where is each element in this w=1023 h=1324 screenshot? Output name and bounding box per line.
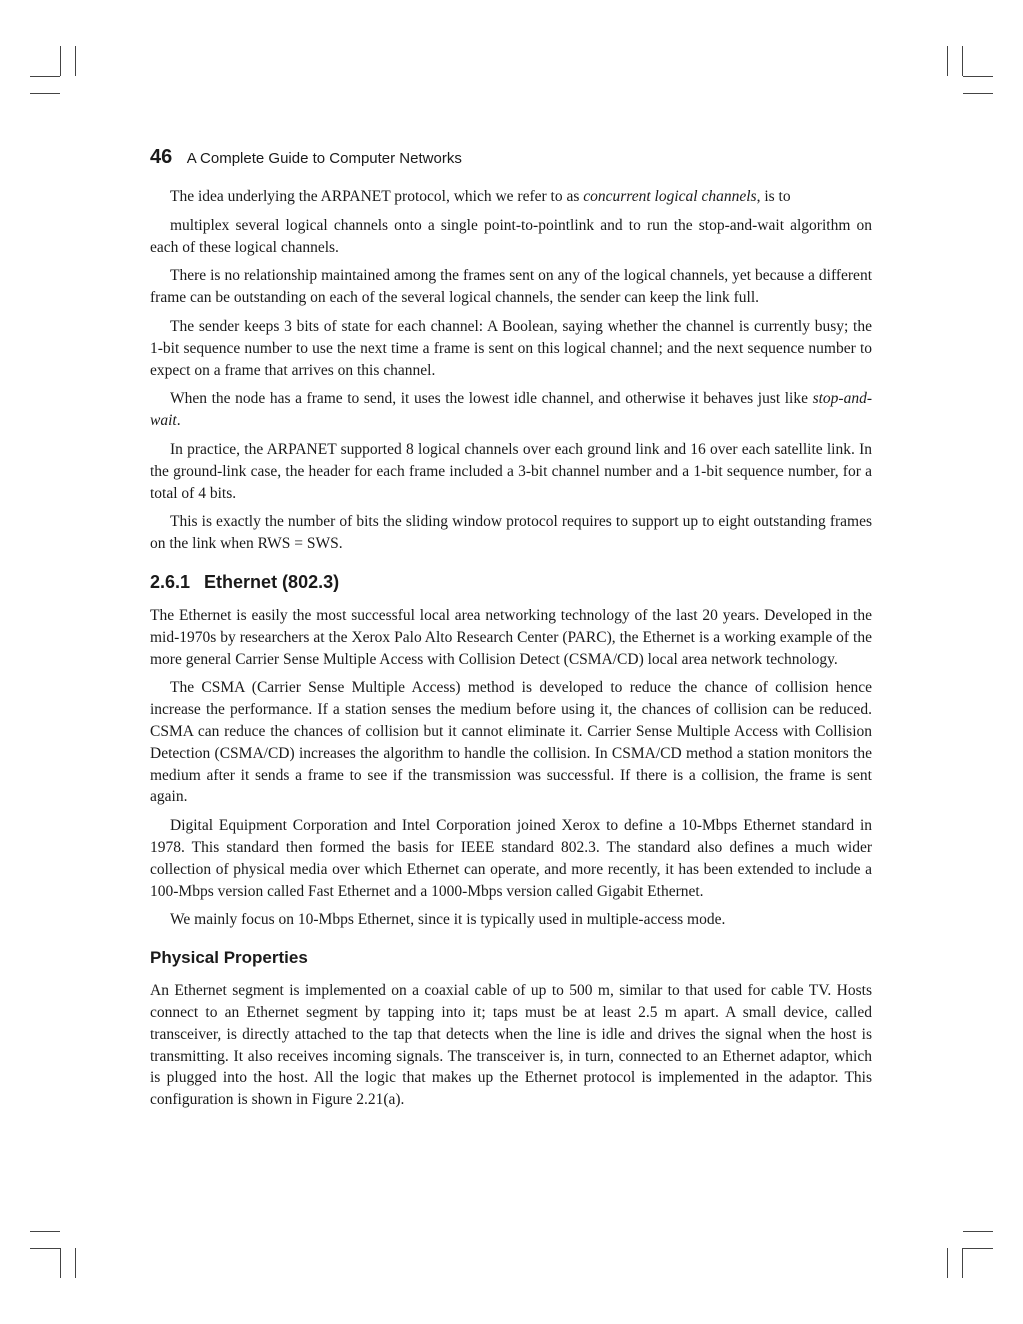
subsection-heading: Physical Properties [150, 948, 308, 968]
paragraph: When the node has a frame to send, it uses the lowest idle channel, and otherwise it behaves just like stop-and-wait. [150, 390, 872, 430]
crop-mark [30, 1248, 60, 1249]
crop-mark [963, 76, 993, 77]
page-body [150, 186, 872, 1118]
emphasis: stop-and-wait [150, 390, 872, 430]
section-heading [150, 572, 872, 593]
paragraph-continuation: multiplex several logical channels onto a single point-to-pointlink and to run the stop-and-wait algorithm on each of these logical channels. [150, 216, 872, 256]
paragraph: We mainly focus on 10-Mbps Ethernet, since it is typically used in multiple-access mode. [170, 911, 726, 929]
crop-mark [75, 46, 76, 76]
crop-mark [963, 1231, 993, 1232]
crop-mark [60, 46, 61, 76]
emphasis: concurrent logical channels [583, 188, 757, 205]
page-number: 46 [150, 146, 173, 168]
crop-mark [947, 1248, 948, 1278]
paragraph: In practice, the ARPANET supported 8 logical channels over each ground link and 16 over each satellite link. In the ground-link case, the header for each frame included a 3-bit channel number and a 1-bit sequence number, for a total of 4 bits. [150, 440, 872, 502]
crop-mark [30, 76, 60, 77]
crop-mark [963, 93, 993, 94]
section-number: 2.6.1 [150, 571, 191, 592]
paragraph: There is no relationship maintained among the frames sent on any of the logical channels, yet because a different frame can be outstanding on each of the several logical channels, the sender can keep the link full. [150, 267, 872, 307]
crop-mark [947, 46, 948, 76]
crop-mark [962, 1248, 963, 1278]
crop-mark [962, 46, 963, 76]
section-title: Ethernet (802.3) [204, 571, 340, 592]
crop-mark [30, 1231, 60, 1232]
paragraph: An Ethernet segment is implemented on a coaxial cable of up to 500 m, similar to that used for cable TV. Hosts connect to an Ethernet segment by tapping into it; taps must be at least 2.5 m apart. A small device, called transceiver, is directly attached to the tap that detects when the line is idle and drives the signal when the host is transmitting. It also receives incoming signals. The transceiver is, in turn, connected to an Ethernet adaptor, which is plugged into the host. All the logic that makes up the Ethernet protocol is implemented in the adaptor. This configuration is shown in Figure 2.21(a). [150, 982, 872, 1109]
running-head [150, 146, 462, 169]
crop-mark [963, 1248, 993, 1249]
crop-mark [75, 1248, 76, 1278]
crop-mark [30, 93, 60, 94]
book-title: A Complete Guide to Computer Networks [186, 150, 462, 167]
paragraph-line: The idea underlying the ARPANET protocol, which we refer to as concurrent logical channels, is to [170, 188, 791, 205]
paragraph [150, 186, 872, 258]
paragraph: The sender keeps 3 bits of state for each channel: A Boolean, saying whether the channel is currently busy; the 1-bit sequence number to use the next time a frame is sent on this logical channel; and the next sequence number to expect on a frame that arrives on this channel. [150, 317, 872, 379]
crop-mark [60, 1248, 61, 1278]
paragraph: This is exactly the number of bits the sliding window protocol requires to support up to eight outstanding frames on the link when RWS = SWS. [150, 513, 872, 553]
paragraph: Digital Equipment Corporation and Intel Corporation joined Xerox to define a 10-Mbps Ethernet standard in 1978. This standard then formed the basis for IEEE standard 802.3. The standard also defines a much wider collection of physical media over which Ethernet can operate, and more recently, it has been extended to include a 100-Mbps version called Fast Ethernet and a 1000-Mbps version called Gigabit Ethernet. [150, 817, 872, 900]
paragraph: The Ethernet is easily the most successful local area networking technology of the last 20 years. Developed in the mid-1970s by researchers at the Xerox Palo Alto Research Center (PARC), the Ethernet is a working example of the more general Carrier Sense Multiple Access with Collision Detect (CSMA/CD) local area network technology. [150, 606, 872, 668]
paragraph: The CSMA (Carrier Sense Multiple Access) method is developed to reduce the chance of collision hence increase the performance. If a station senses the medium before using it, the chances of collision can be reduced. CSMA can reduce the chances of collision but it cannot eliminate it. Carrier Sense Multiple Access with Collision Detection (CSMA/CD) increases the algorithm to handle the collision. In CSMA/CD method a station monitors the medium after it sends a frame to see if the transmission was successful. If there is a collision, the frame is sent again. [150, 679, 872, 806]
